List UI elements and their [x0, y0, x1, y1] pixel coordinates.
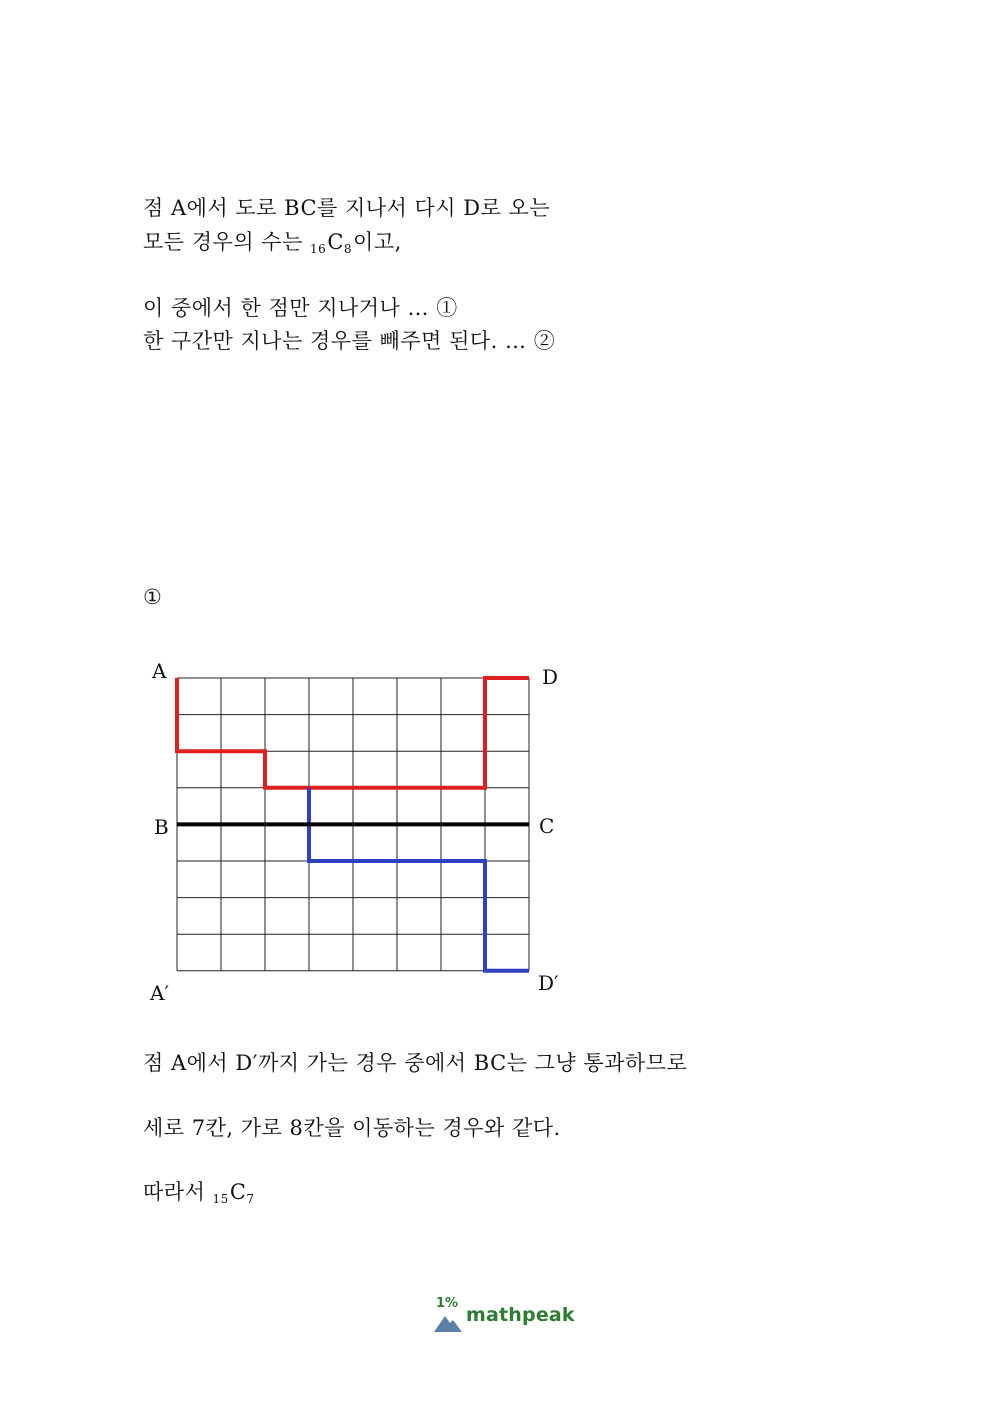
text-line-6: 세로 7칸, 가로 8칸을 이동하는 경우와 같다.: [143, 1116, 561, 1140]
label-a-prime: A′: [150, 981, 169, 1005]
text-line-2-end: 이고,: [353, 230, 402, 254]
text-line-1: 점 A에서 도로 BC를 지나서 다시 D로 오는: [143, 196, 551, 220]
combination-c: C: [327, 230, 344, 254]
mathpeak-logo: [434, 1296, 574, 1336]
label-d-prime: D′: [538, 971, 559, 995]
text-line-7: [143, 1178, 256, 1213]
text-line-7-start: 따라서: [143, 1180, 213, 1204]
text-line-2: [143, 228, 402, 263]
label-c: C: [539, 814, 555, 838]
text-line-2-start: 모든 경우의 수는: [143, 230, 311, 254]
mountain-icon: [434, 1312, 464, 1332]
lattice-path-diagram: [140, 650, 580, 1010]
combination-r-subscript: 8: [343, 242, 353, 256]
text-line-5: 점 A에서 D′까지 가는 경우 중에서 BC는 그냥 통과하므로: [143, 1051, 688, 1075]
text-line-3: 이 중에서 한 점만 지나거나 … ①: [143, 296, 458, 320]
combination-c-2: C: [229, 1180, 247, 1204]
label-b: B: [154, 815, 169, 839]
label-a: A: [152, 659, 167, 683]
label-d: D: [542, 665, 559, 689]
logo-text: mathpeak: [466, 1304, 575, 1326]
combination-r-subscript-2: 7: [246, 1192, 255, 1206]
logo-percent: 1%: [436, 1296, 459, 1311]
combination-n-subscript-2: 15: [212, 1192, 229, 1206]
combination-n-subscript: 16: [310, 242, 327, 256]
text-line-4: 한 구간만 지나는 경우를 빼주면 된다. … ②: [143, 329, 556, 353]
blue-path: [309, 788, 529, 971]
section-marker: ①: [143, 585, 163, 609]
